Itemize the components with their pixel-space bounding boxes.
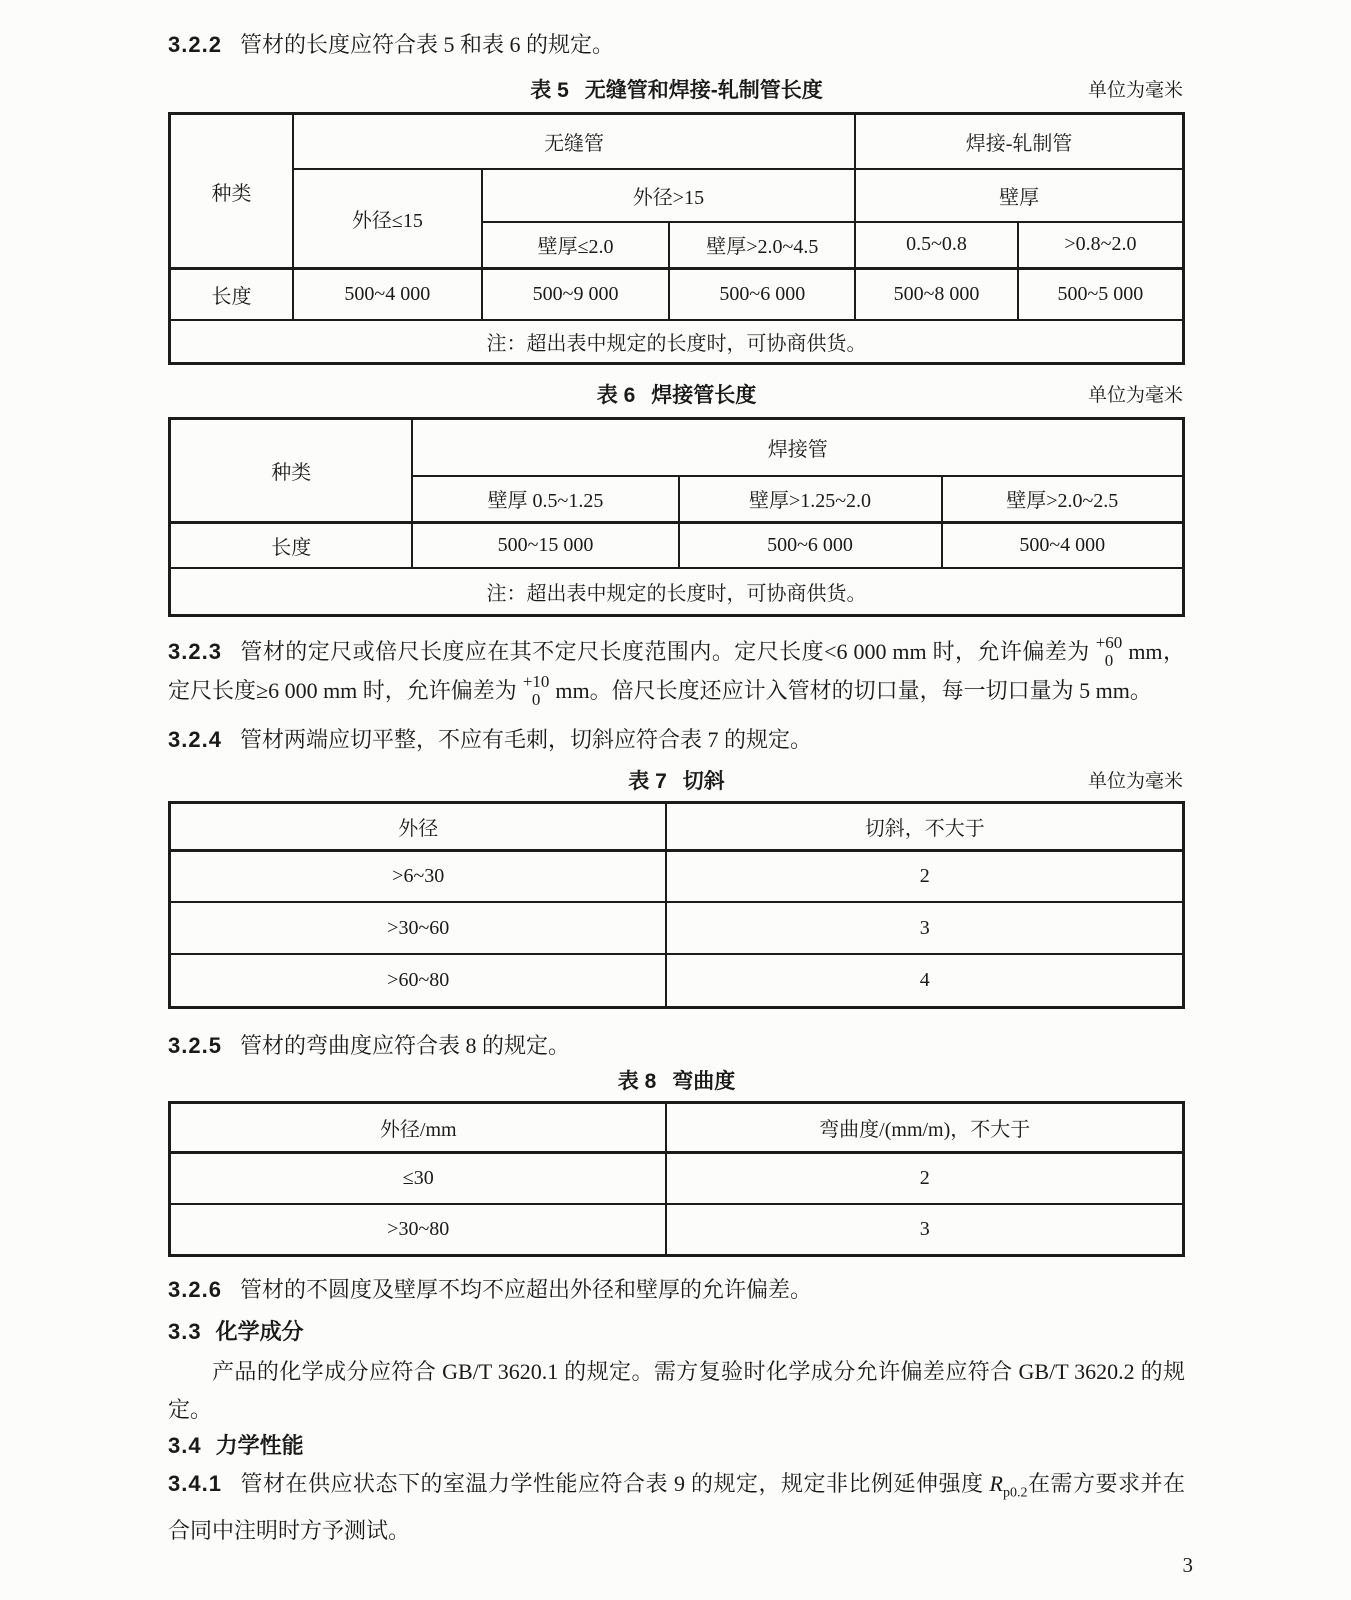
section-number: 3.2.6	[168, 1276, 222, 1302]
column-header: 外径>15	[482, 169, 855, 222]
value-cell: 500~6 000	[679, 523, 942, 568]
column-header: 外径/mm	[170, 1102, 667, 1152]
column-header: 弯曲度/(mm/m)，不大于	[666, 1102, 1183, 1152]
value-cell: 2	[666, 1152, 1183, 1204]
column-header: 壁厚>2.0~2.5	[942, 476, 1184, 523]
table-note: 注：超出表中规定的长度时，可协商供货。	[170, 568, 1184, 616]
value-cell: >30~80	[170, 1204, 667, 1255]
section-3-4-1	[168, 1465, 1185, 1550]
table-5	[168, 112, 1185, 365]
section-text: 管材的不圆度及壁厚不均不应超出外径和壁厚的允许偏差。	[239, 1276, 812, 1302]
value-cell: ≤30	[170, 1152, 667, 1204]
column-header: 种类	[170, 114, 293, 269]
table-7-caption-row	[168, 767, 1185, 797]
section-title: 化学成分	[215, 1318, 304, 1344]
section-3-4-heading	[168, 1431, 1185, 1461]
section-3-2-4	[168, 721, 1185, 759]
section-text: 管材的定尺或倍尺长度应在其不定尺长度范围内。定尺长度<6 000 mm 时，允许偏差为	[239, 639, 1090, 664]
tolerance-lower: 0	[531, 689, 541, 709]
column-header: 切斜，不大于	[666, 802, 1183, 850]
table-caption	[628, 770, 725, 793]
tolerance-upper: +10	[522, 671, 550, 691]
value-cell: 500~6 000	[669, 269, 855, 320]
value-cell: >6~30	[170, 850, 667, 902]
table-8-caption-row	[168, 1067, 1185, 1097]
table-label: 表 6	[596, 384, 636, 407]
section-number: 3.4	[168, 1432, 202, 1458]
section-3-2-5	[168, 1027, 1185, 1065]
column-header: 0.5~0.8	[855, 222, 1018, 269]
section-text: mm。倍尺长度还应计入管材的切口量，每一切口量为 5 mm。	[555, 677, 1152, 703]
page-number: 3	[1182, 1553, 1193, 1577]
table-8	[168, 1101, 1185, 1257]
column-header: 壁厚≤2.0	[482, 222, 670, 269]
table-title: 切斜	[682, 769, 725, 793]
section-3-2-3	[168, 633, 1185, 711]
column-header: 焊接管	[412, 419, 1183, 476]
section-text: 管材两端应切平整，不应有毛刺，切斜应符合表 7 的规定。	[239, 726, 812, 752]
section-title: 力学性能	[215, 1432, 304, 1458]
column-header: 壁厚>2.0~4.5	[669, 222, 855, 269]
section-text: 管材在供应状态下的室温力学性能应符合表 9 的规定，规定非比例延伸强度	[239, 1470, 990, 1496]
section-number: 3.2.4	[168, 726, 222, 752]
table-caption	[597, 384, 757, 407]
column-header: 外径≤15	[293, 169, 482, 269]
section-text: 管材的长度应符合表 5 和表 6 的规定。	[239, 32, 614, 57]
column-header: >0.8~2.0	[1018, 222, 1184, 269]
table-7	[168, 801, 1185, 1009]
unit-label: 单位为毫米	[1087, 385, 1183, 406]
column-header: 焊接-轧制管	[855, 114, 1183, 169]
section-3-2-6	[168, 1271, 1185, 1309]
column-header: 壁厚>1.25~2.0	[679, 476, 942, 523]
section-number: 3.2.2	[168, 32, 222, 57]
value-cell: 500~15 000	[412, 523, 678, 568]
row-label: 长度	[170, 269, 293, 320]
tolerance-upper: +60	[1095, 633, 1123, 653]
table-label: 表 7	[628, 769, 667, 793]
column-header: 壁厚	[855, 169, 1183, 222]
value-cell: >60~80	[170, 954, 667, 1007]
value-cell: 500~5 000	[1018, 269, 1184, 320]
table-title: 弯曲度	[672, 1069, 736, 1093]
tolerance-stack	[523, 673, 550, 709]
table-caption	[618, 1070, 736, 1093]
value-cell: 3	[666, 1204, 1183, 1255]
table-title: 无缝管和焊接-轧制管长度	[584, 79, 823, 102]
tolerance-lower: 0	[1104, 650, 1114, 670]
section-text: mm，定尺长度≥6 000 mm 时，允许偏差为	[168, 639, 1185, 703]
value-cell: >30~60	[170, 902, 667, 954]
row-label: 长度	[170, 523, 413, 568]
column-header: 种类	[170, 419, 413, 523]
value-cell: 500~4 000	[942, 523, 1184, 568]
unit-label: 单位为毫米	[1087, 80, 1183, 101]
table-label: 表 8	[617, 1069, 657, 1093]
section-3-3-body: 产品的化学成分应符合 GB/T 3620.1 的规定。需方复验时化学成分允许偏差应符合 GB/T 3620.2 的规定。	[168, 1358, 1185, 1422]
table-6-caption-row	[168, 381, 1185, 411]
column-header: 壁厚 0.5~1.25	[412, 476, 678, 523]
section-3-3-heading	[168, 1317, 1185, 1347]
table-title: 焊接管长度	[651, 384, 757, 407]
column-header: 外径	[170, 802, 667, 850]
unit-label: 单位为毫米	[1087, 770, 1183, 792]
section-number: 3.2.5	[168, 1032, 222, 1058]
section-text: 管材的弯曲度应符合表 8 的规定。	[239, 1032, 570, 1058]
table-6	[168, 417, 1185, 617]
value-cell: 4	[666, 954, 1183, 1007]
value-cell: 500~8 000	[855, 269, 1018, 320]
section-3-2-2	[168, 26, 1185, 64]
table-label: 表 5	[530, 79, 569, 102]
column-header: 无缝管	[293, 114, 855, 169]
tolerance-stack	[1096, 634, 1123, 670]
section-number: 3.2.3	[168, 639, 222, 664]
table-5-caption-row	[168, 76, 1185, 106]
section-number: 3.4.1	[168, 1470, 222, 1496]
r-p02-symbol: $R_{p0.2}$	[989, 1470, 1028, 1500]
value-cell: 500~9 000	[482, 269, 670, 320]
value-cell: 500~4 000	[293, 269, 482, 320]
value-cell: 3	[666, 902, 1183, 954]
table-caption	[530, 79, 823, 102]
section-text: 在需方要求并在合同中注明时方予测试。	[168, 1470, 1185, 1543]
value-cell: 2	[666, 850, 1183, 902]
table-note: 注：超出表中规定的长度时，可协商供货。	[170, 320, 1184, 364]
section-number: 3.3	[168, 1318, 202, 1344]
